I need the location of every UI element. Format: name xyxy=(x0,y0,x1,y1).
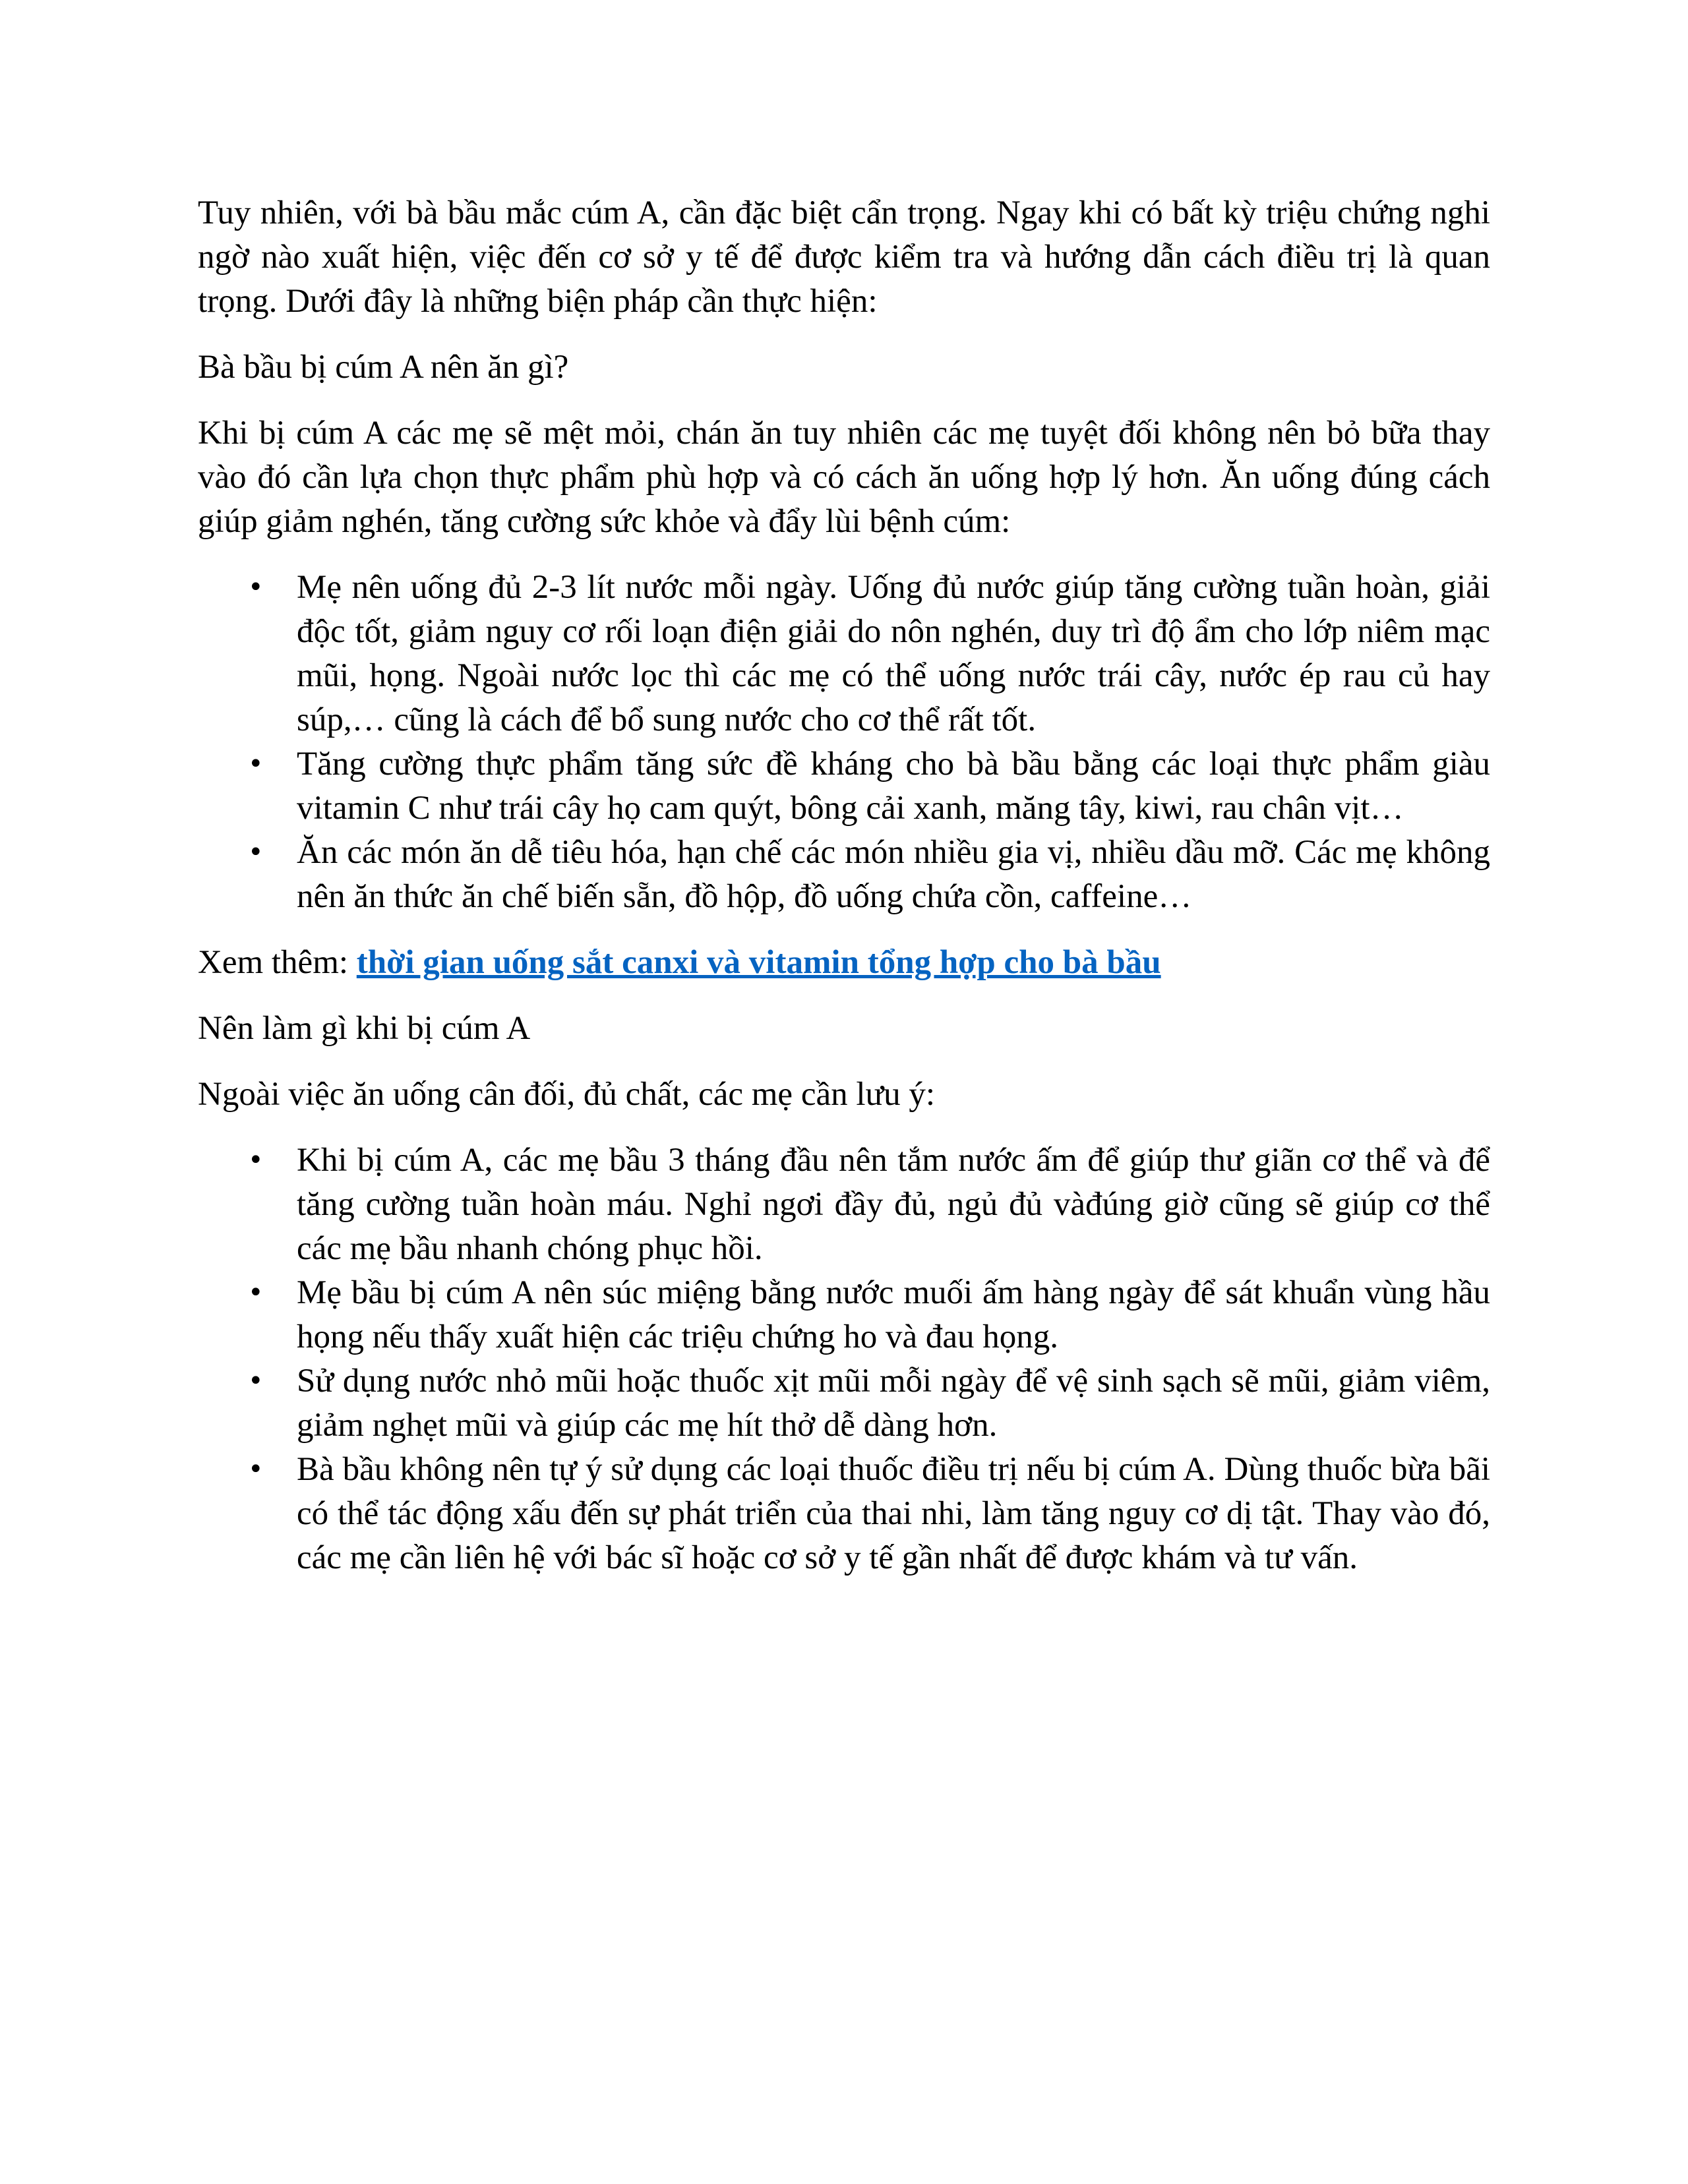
bullet-icon: • xyxy=(248,837,264,868)
list-item-text: Sử dụng nước nhỏ mũi hoặc thuốc xịt mũi mỗi ngày để vệ sinh sạch sẽ mũi, giảm viêm, giảm nghẹt mũi và giúp các mẹ hít thở dễ dàng hơn. xyxy=(297,1363,1490,1444)
bullet-icon: • xyxy=(248,1366,264,1396)
list-item xyxy=(248,1271,1490,1359)
list-item xyxy=(248,1448,1490,1580)
bullet-icon: • xyxy=(248,1145,264,1175)
see-more-paragraph xyxy=(198,941,1490,985)
intro-paragraph: Tuy nhiên, với bà bầu mắc cúm A, cần đặc biệt cẩn trọng. Ngay khi có bất kỳ triệu chứng nghi ngờ nào xuất hiện, việc đến cơ sở y tế để được kiểm tra và hướng dẫn cách điều trị là quan trọng. Dưới đây là những biện pháp cần thực hiện: xyxy=(198,194,1490,320)
heading-care: Nên làm gì khi bị cúm A xyxy=(198,1010,531,1047)
list-item xyxy=(248,831,1490,919)
see-more-link[interactable]: thời gian uống sắt canxi và vitamin tổng hợp cho bà bầu xyxy=(356,944,1161,981)
list-item-text: Khi bị cúm A, các mẹ bầu 3 tháng đầu nên tắm nước ấm để giúp thư giãn cơ thể và để tăng cường tuần hoàn máu. Nghỉ ngơi đầy đủ, ngủ đủ vàđúng giờ cũng sẽ giúp cơ thể các mẹ bầu nhanh chóng phục hồi. xyxy=(297,1142,1490,1267)
list-item xyxy=(248,1359,1490,1448)
list-item-text: Mẹ bầu bị cúm A nên súc miệng bằng nước muối ấm hàng ngày để sát khuẩn vùng hầu họng nếu thấy xuất hiện các triệu chứng ho và đau họng. xyxy=(297,1274,1490,1355)
bullet-icon: • xyxy=(248,1278,264,1308)
heading-food: Bà bầu bị cúm A nên ăn gì? xyxy=(198,349,569,386)
list-item xyxy=(248,742,1490,831)
see-more-label: Xem thêm: xyxy=(198,944,357,981)
list-item-text: Bà bầu không nên tự ý sử dụng các loại thuốc điều trị nếu bị cúm A. Dùng thuốc bừa bãi có thể tác động xấu đến sự phát triển của thai nhi, làm tăng nguy cơ dị tật. Thay vào đó, các mẹ cần liên hệ với bác sĩ hoặc cơ sở y tế gần nhất để được khám và tư vấn. xyxy=(297,1451,1490,1576)
list-item-text: Mẹ nên uống đủ 2-3 lít nước mỗi ngày. Uống đủ nước giúp tăng cường tuần hoàn, giải độc tốt, giảm nguy cơ rối loạn điện giải do nôn nghén, duy trì độ ẩm cho lớp niêm mạc mũi, họng. Ngoài nước lọc thì các mẹ có thể uống nước trái cây, nước ép rau củ hay súp,… cũng là cách để bổ sung nước cho cơ thể rất tốt. xyxy=(297,569,1490,738)
list-item xyxy=(248,566,1490,742)
document-body xyxy=(198,191,1490,1602)
food-paragraph: Khi bị cúm A các mẹ sẽ mệt mỏi, chán ăn tuy nhiên các mẹ tuyệt đối không nên bỏ bữa thay vào đó cần lựa chọn thực phẩm phù hợp và có cách ăn uống hợp lý hơn. Ăn uống đúng cách giúp giảm nghén, tăng cường sức khỏe và đẩy lùi bệnh cúm: xyxy=(198,415,1490,540)
care-paragraph: Ngoài việc ăn uống cân đối, đủ chất, các mẹ cần lưu ý: xyxy=(198,1076,936,1113)
care-list xyxy=(198,1138,1490,1580)
list-item xyxy=(248,1138,1490,1271)
bullet-icon: • xyxy=(248,1454,264,1485)
list-item-text: Ăn các món ăn dễ tiêu hóa, hạn chế các món nhiều gia vị, nhiều dầu mỡ. Các mẹ không nên ăn thức ăn chế biến sẵn, đồ hộp, đồ uống chứa cồn, caffeine… xyxy=(297,834,1490,915)
bullet-icon: • xyxy=(248,572,264,603)
list-item-text: Tăng cường thực phẩm tăng sức đề kháng cho bà bầu bằng các loại thực phẩm giàu vitamin C như trái cây họ cam quýt, bông cải xanh, măng tây, kiwi, rau chân vịt… xyxy=(297,746,1490,827)
bullet-icon: • xyxy=(248,749,264,779)
food-list xyxy=(198,566,1490,919)
